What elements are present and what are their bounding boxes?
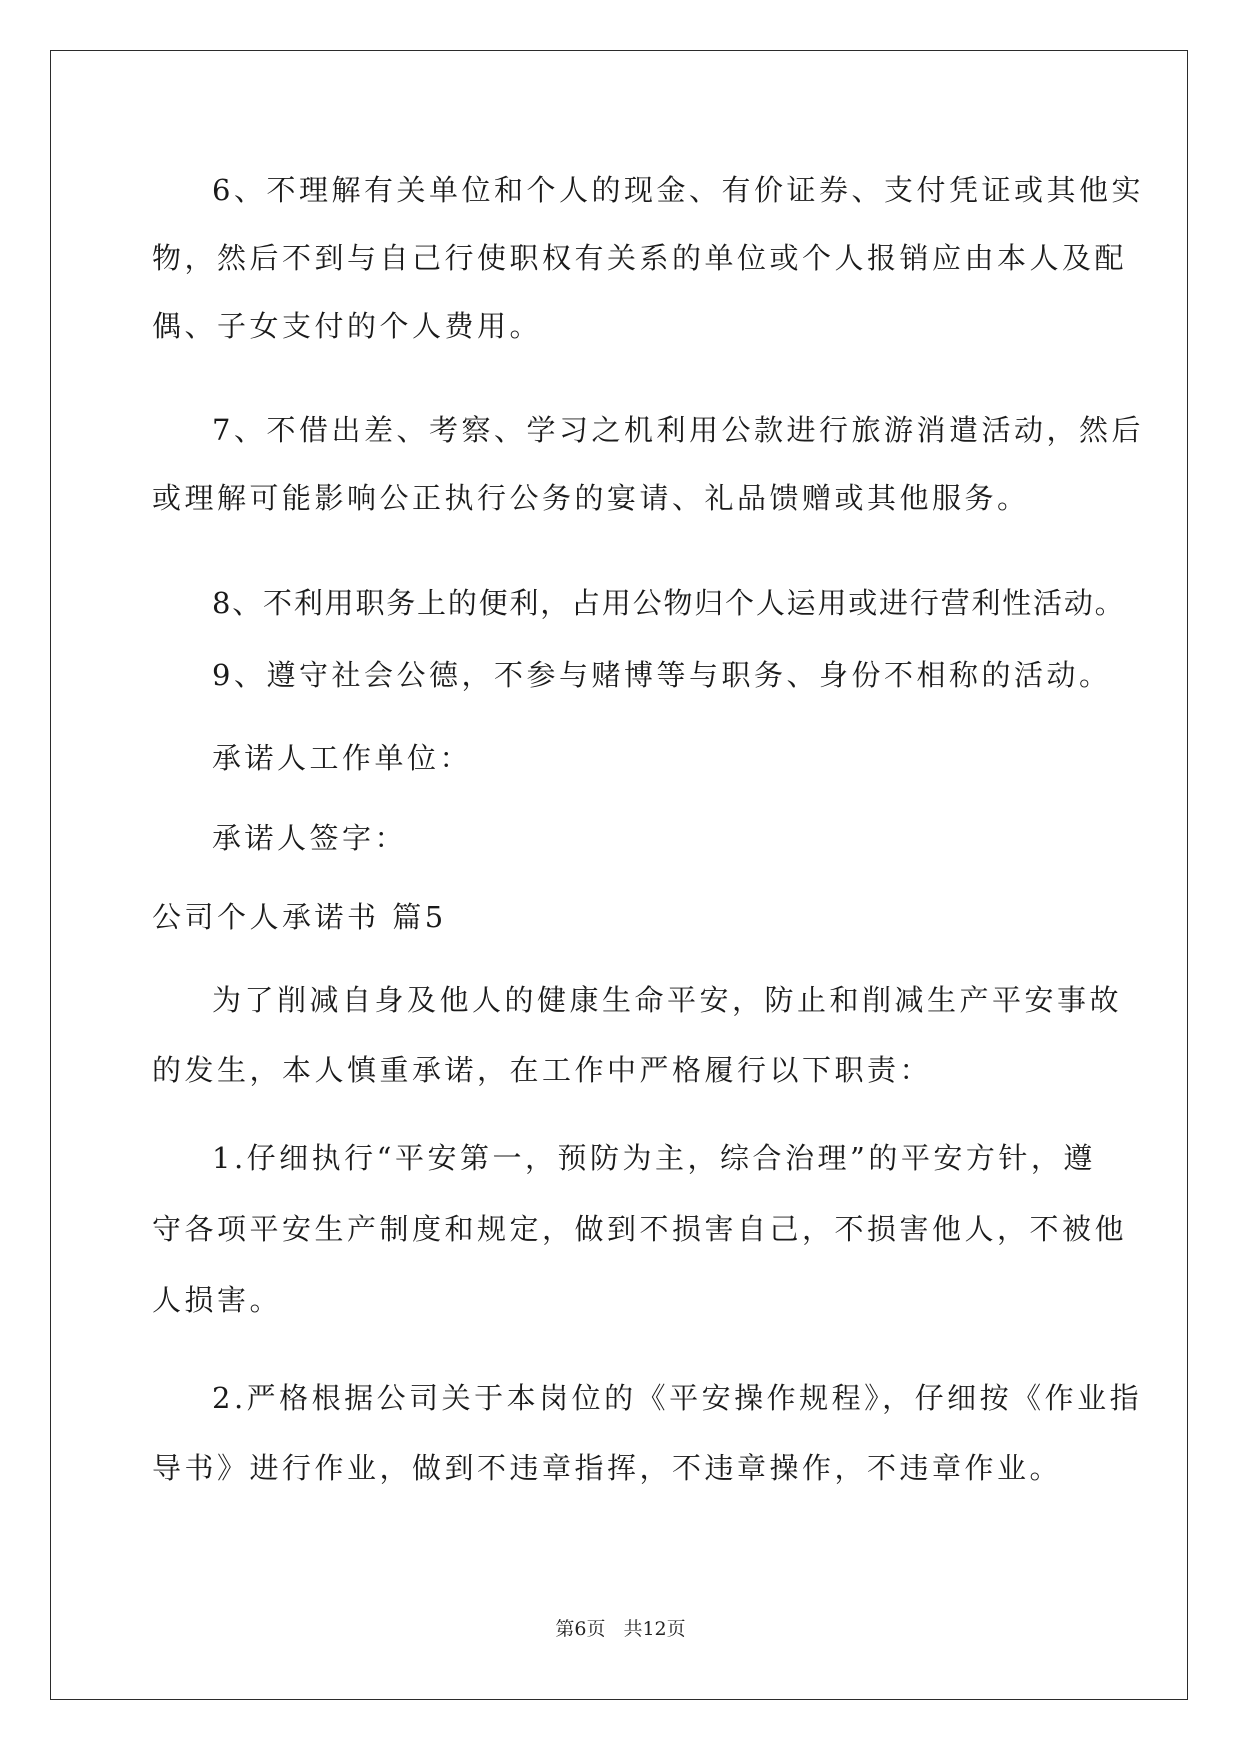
duty-1-line-3: 人损害。 — [152, 1283, 283, 1317]
signer-unit-label: 承诺人工作单位： — [212, 741, 473, 775]
page-number: 第6页 — [555, 1618, 606, 1640]
intro-line-1: 为了削减自身及他人的健康生命平安，防止和削减生产平安事故 — [212, 983, 1123, 1017]
section-heading: 公司个人承诺书 篇5 — [152, 900, 447, 934]
duty-2-line-1: 2.严格根据公司关于本岗位的《平安操作规程》，仔细按《作业指 — [212, 1381, 1143, 1415]
paragraph-8: 8、不利用职务上的便利，占用公物归个人运用或进行营利性活动。 — [212, 586, 1126, 620]
duty-1-line-1: 1.仔细执行“平安第一，预防为主，综合治理”的平安方针，遵 — [212, 1141, 1096, 1175]
paragraph-6-line-3: 偶、子女支付的个人费用。 — [152, 309, 543, 343]
page-footer — [0, 1617, 1241, 1641]
paragraph-6-line-1: 6、不理解有关单位和个人的现金、有价证券、支付凭证或其他实 — [212, 173, 1144, 207]
duty-2-line-2: 导书》进行作业，做到不违章指挥，不违章操作，不违章作业。 — [152, 1451, 1063, 1485]
paragraph-7-line-2: 或理解可能影响公正执行公务的宴请、礼品馈赠或其他服务。 — [152, 481, 1030, 515]
paragraph-9: 9、遵守社会公德，不参与赌博等与职务、身份不相称的活动。 — [212, 658, 1112, 692]
page-total: 共12页 — [623, 1618, 686, 1640]
paragraph-7-line-1: 7、不借出差、考察、学习之机利用公款进行旅游消遣活动，然后 — [212, 413, 1144, 447]
paragraph-6-line-2: 物，然后不到与自己行使职权有关系的单位或个人报销应由本人及配 — [152, 241, 1128, 275]
duty-1-line-2: 守各项平安生产制度和规定，做到不损害自己，不损害他人，不被他 — [152, 1212, 1128, 1246]
intro-line-2: 的发生，本人慎重承诺，在工作中严格履行以下职责： — [152, 1053, 933, 1087]
signer-signature-label: 承诺人签字： — [212, 821, 408, 855]
